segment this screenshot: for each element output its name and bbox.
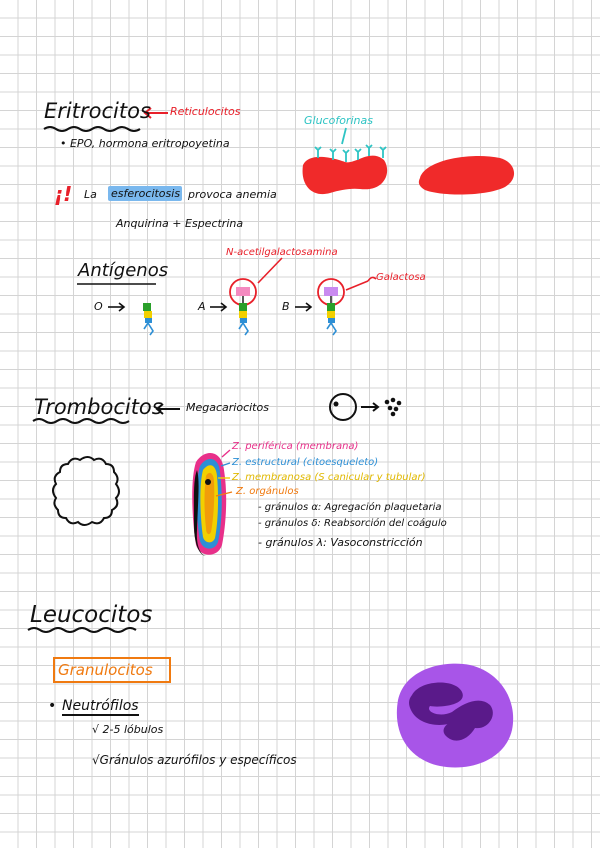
zone-periferica: Z. periférica (membrana) [232,441,359,452]
eritrocitos-title: Eritrocitos [44,99,151,123]
eritrocitos-underline [44,127,140,131]
warning-post: provoca anemia [188,188,277,201]
epo-bullet: • EPO, hormona eritropoyetina [60,137,230,150]
granulos-lambda: - gránulos λ: Vasoconstricción [258,536,423,549]
platelet-zones-drawing [192,453,226,556]
zone-estructural: Z. estructural (citoesqueleto) [232,457,379,468]
platelet-outline [53,457,119,525]
erythrocyte-glycophorin-drawing [303,128,388,194]
neutrofilos-title: Neutrófilos [62,698,139,714]
megacariocitos-label: Megacariocitos [186,401,269,414]
esferocitosis-text: esferocitosis [111,187,181,200]
zone-membranosa: Z. membranosa (S canicular y tubular) [232,472,426,483]
granulocitos-label: Granulocitos [58,661,153,679]
neutrofilos-point-1: √ 2-5 lóbulos [92,723,164,736]
blood-type-b: B [282,300,290,313]
granulos-alfa: - gránulos α: Agregación plaquetaria [258,502,442,513]
glucoforinas-label: Glucoforinas [304,114,373,127]
anquirina-espectrina: Anquirina + Espectrina [116,217,244,230]
trombocitos-title: Trombocitos [34,395,163,419]
antigenos-title: Antígenos [78,260,169,281]
granulos-delta: - gránulos δ: Reabsorción del coágulo [258,518,447,529]
trombocitos-underline [33,419,129,423]
leucocitos-underline [28,628,136,632]
warning-pre: La [84,188,97,201]
blood-type-o: O [94,300,103,313]
neutrofilos-point-2: √Gránulos azurófilos y específicos [92,753,297,767]
neutrophil-drawing [397,664,513,768]
n-acetilgalactosamina-label: N-acetilgalactosamina [226,247,338,258]
blood-type-a: A [198,300,206,313]
neutrofilos-bullet: • [48,698,57,714]
leucocitos-title: Leucocitos [30,602,153,628]
zone-organulos: Z. orgánulos [236,486,299,497]
spherocyte-drawing [419,156,514,194]
reticulocitos-label: Reticulocitos [170,105,241,118]
warning-mark: ¡! [54,182,73,206]
galactosa-label: Galactosa [376,272,426,283]
